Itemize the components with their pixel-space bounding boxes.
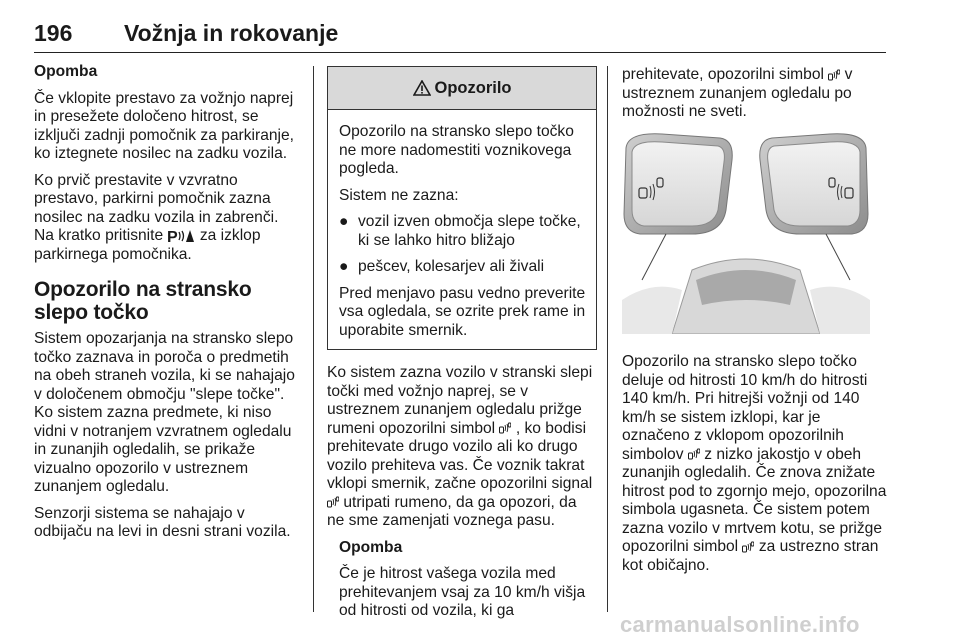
- bullet-dot: ●: [339, 258, 349, 275]
- note-title: Opomba: [34, 63, 98, 80]
- bullet-text: pešcev, kolesarjev ali živali: [358, 258, 545, 275]
- bullet-item: [339, 258, 586, 277]
- paragraph-text: Ko prvič prestavite v vzvratno prestavo, parkirni pomočnik zazna nosilec na zadku vozila in zabrenči. Na kratko pritisnite: [34, 171, 279, 244]
- section-title: Opozorilo na stransko slepo točko: [34, 278, 252, 324]
- blind-spot-symbol-icon: [828, 69, 840, 81]
- park-assist-button-icon: [167, 228, 195, 244]
- bullet-dot: ●: [339, 213, 349, 230]
- note-title: Opomba: [339, 538, 403, 556]
- warning-box: [327, 66, 597, 350]
- paragraph-text: Opozorilo na stransko slepo točko deluje od hitrosti 10 km/h do hitrosti 140 km/h. Pri hitrejši vožnji od 140 km/h se sistem izklopi, kar je označeno z vklopom opozorilnih simbolov: [622, 353, 868, 463]
- paragraph-detect: [327, 364, 597, 531]
- page-header: [34, 16, 886, 53]
- paragraph-speed: [622, 353, 892, 575]
- paragraph-text: v ustreznem zunanjem ogledalu po možnosti ne sveti.: [622, 66, 853, 120]
- blind-spot-symbol-icon: [499, 422, 511, 434]
- paragraph-continued: [622, 66, 892, 122]
- column-divider: [313, 66, 314, 612]
- column-divider: [607, 66, 608, 612]
- paragraph-text: za izklop parkirnega pomočnika.: [34, 227, 261, 263]
- paragraph-text: utripati rumeno, da ga opozori, da ne sme zamenjati voznega pasu.: [327, 493, 577, 529]
- column-1: [34, 63, 302, 550]
- note-box: [327, 539, 597, 621]
- svg-text:P: P: [167, 228, 179, 244]
- note-text: Če vklopite prestavo za vožnjo naprej in presežete določeno hitrost, se izključi zadnji pomočnik za parkiranje, ko iztegnete nosilec na zadku vozila.: [34, 89, 295, 162]
- paragraph-reverse: [34, 172, 302, 265]
- warning-text: Sistem ne zazna:: [339, 186, 459, 204]
- warning-triangle-icon: [413, 80, 431, 96]
- page-title: Vožnja in rokovanje: [124, 20, 339, 46]
- paragraph-system: Sistem opozarjanja na stransko slepo točko zaznava in poroča o predmetih na obeh straneh vozila, ki se nahajajo v določenem območju "slepe točke". Ko sistem zazna predmete, ki niso vidni v notranjem vzvratnem ogledalu in zunanjih ogledalih, se prikaže vizualno opozorilo v ustreznem zunanjem ogledalu.: [34, 330, 295, 495]
- warning-header: [328, 67, 596, 110]
- paragraph-text: za ustrezno stran kot običajno.: [622, 538, 879, 574]
- bullet-text: vozil izven območja slepe točke, ki se lahko hitro bližajo: [358, 213, 581, 249]
- page-number: 196: [34, 20, 73, 46]
- note-text: Če je hitrost vašega vozila med prehitevanjem vsaj za 10 km/h višja od hitrosti od vozila, ki ga: [339, 565, 586, 619]
- side-mirrors-illustration: [622, 130, 870, 334]
- paragraph-text: prehitevate, opozorilni simbol: [622, 66, 824, 83]
- warning-body: [328, 110, 596, 349]
- column-3: [622, 66, 892, 583]
- warning-title: Opozorilo: [434, 78, 512, 97]
- blind-spot-symbol-icon: [688, 448, 700, 460]
- warning-text: Opozorilo na stransko slepo točko ne more nadomestiti voznikovega pogleda.: [339, 123, 574, 177]
- paragraph-text: , ko bodisi prehitevate drugo vozilo ali ko drugo vozilo prehiteva vas. Če voznik takrat vklopi smernik, začne opozorilni signal: [327, 419, 593, 492]
- warning-text: Pred menjavo pasu vedno preverite vsa ogledala, se ozrite prek rame in uporabite smernik.: [339, 284, 586, 339]
- paragraph-text: z nizko jakostjo v obeh zunanjih ogledalih. Če znova znižate hitrost pod to zgornjo mejo, opozorilna simbola ugasneta. Če sistem potem zazna vozilo v mrtvem kotu, se prižge opozorilni simbol: [622, 445, 887, 555]
- column-2: [327, 66, 597, 629]
- paragraph-text: Ko sistem zazna vozilo v stranski slepi točki med vožnjo naprej, se v ustreznem zunanjem ogledalu prižge rumeni opozorilni simbol: [327, 364, 593, 437]
- bullet-item: [339, 213, 586, 250]
- paragraph-sensors: Senzorji sistema se nahajajo v odbijaču na levi in desni strani vozila.: [34, 504, 291, 540]
- watermark: carmanualsonline.info: [620, 612, 860, 637]
- blind-spot-symbol-icon: [327, 496, 339, 508]
- blind-spot-symbol-icon: [742, 541, 754, 553]
